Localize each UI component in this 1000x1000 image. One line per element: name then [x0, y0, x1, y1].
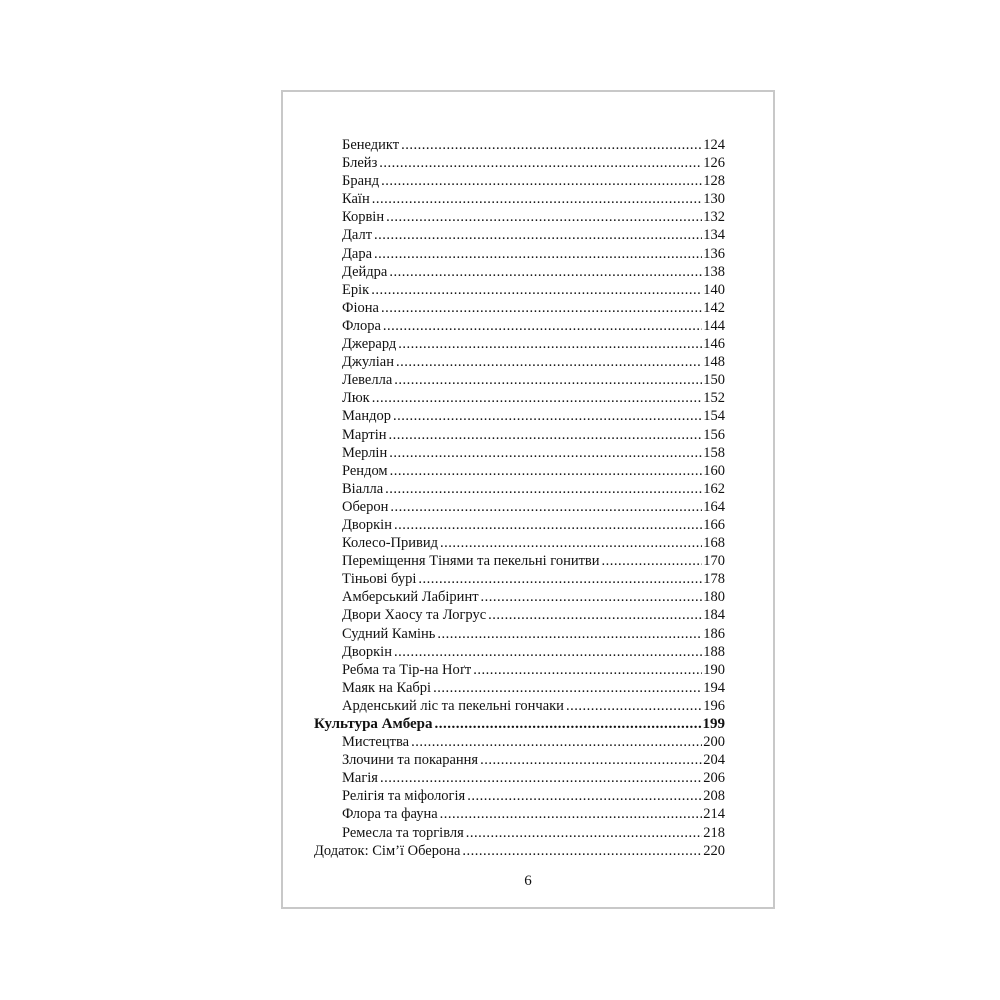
- toc-entry: Ремесла та торгівля ..... 218: [314, 824, 725, 842]
- toc-entry: Фіона ..... 142: [314, 299, 725, 317]
- toc-entry: Бранд ..... 128: [314, 172, 725, 190]
- toc-entry: Магія ..... 206: [314, 769, 725, 787]
- toc-entry: Блейз ..... 126: [314, 154, 725, 172]
- toc-entry: Левелла ..... 150: [314, 371, 725, 389]
- toc-entry: Бенедикт ..... 124: [314, 136, 725, 154]
- toc-entry: Мандор ..... 154: [314, 407, 725, 425]
- toc-entry: Тіньові бурі ..... 178: [314, 570, 725, 588]
- book-page: [281, 90, 775, 909]
- toc-entry: Дворкін ..... 188: [314, 643, 725, 661]
- toc-entry: Віалла ..... 162: [314, 480, 725, 498]
- toc-entry: Релігія та міфологія ..... 208: [314, 787, 725, 805]
- toc-entry: Дворкін ..... 166: [314, 516, 725, 534]
- toc-entry: Люк ..... 152: [314, 389, 725, 407]
- table-of-contents: [314, 136, 725, 860]
- toc-entry: Дейдра ..... 138: [314, 263, 725, 281]
- toc-entry: Колесо-Привид ..... 168: [314, 534, 725, 552]
- toc-entry: Далт ..... 134: [314, 226, 725, 244]
- toc-entry: Джуліан ..... 148: [314, 353, 725, 371]
- toc-entry: Корвін ..... 132: [314, 208, 725, 226]
- toc-entry: Флора та фауна ..... 214: [314, 805, 725, 823]
- toc-entry: Мистецтва ..... 200: [314, 733, 725, 751]
- toc-section-heading: Культура Амбера ..... 199: [314, 715, 725, 733]
- toc-appendix-entry: Додаток: Сім’ї Оберона ..... 220: [314, 842, 725, 860]
- toc-entry: Арденський ліс та пекельні гончаки ..... 196: [314, 697, 725, 715]
- toc-entry: Судний Камінь ..... 186: [314, 625, 725, 643]
- toc-entry: Амберський Лабіринт ..... 180: [314, 588, 725, 606]
- toc-entry: Злочини та покарання ..... 204: [314, 751, 725, 769]
- toc-entry: Каїн ..... 130: [314, 190, 725, 208]
- page-number: 6: [524, 873, 532, 889]
- toc-entry: Мартін ..... 156: [314, 426, 725, 444]
- toc-entry: Дара ..... 136: [314, 245, 725, 263]
- toc-entry: Маяк на Кабрі ..... 194: [314, 679, 725, 697]
- toc-entry: Джерард ..... 146: [314, 335, 725, 353]
- toc-entry: Ерік ..... 140: [314, 281, 725, 299]
- toc-entry: Оберон ..... 164: [314, 498, 725, 516]
- toc-entry: Мерлін ..... 158: [314, 444, 725, 462]
- toc-entry: Двори Хаосу та Логрус ..... 184: [314, 606, 725, 624]
- toc-entry: Переміщення Тінями та пекельні гонитви ..... 170: [314, 552, 725, 570]
- toc-entry: Ребма та Тір-на Ноґт ..... 190: [314, 661, 725, 679]
- toc-entry: Рендом ..... 160: [314, 462, 725, 480]
- toc-entry: Флора ..... 144: [314, 317, 725, 335]
